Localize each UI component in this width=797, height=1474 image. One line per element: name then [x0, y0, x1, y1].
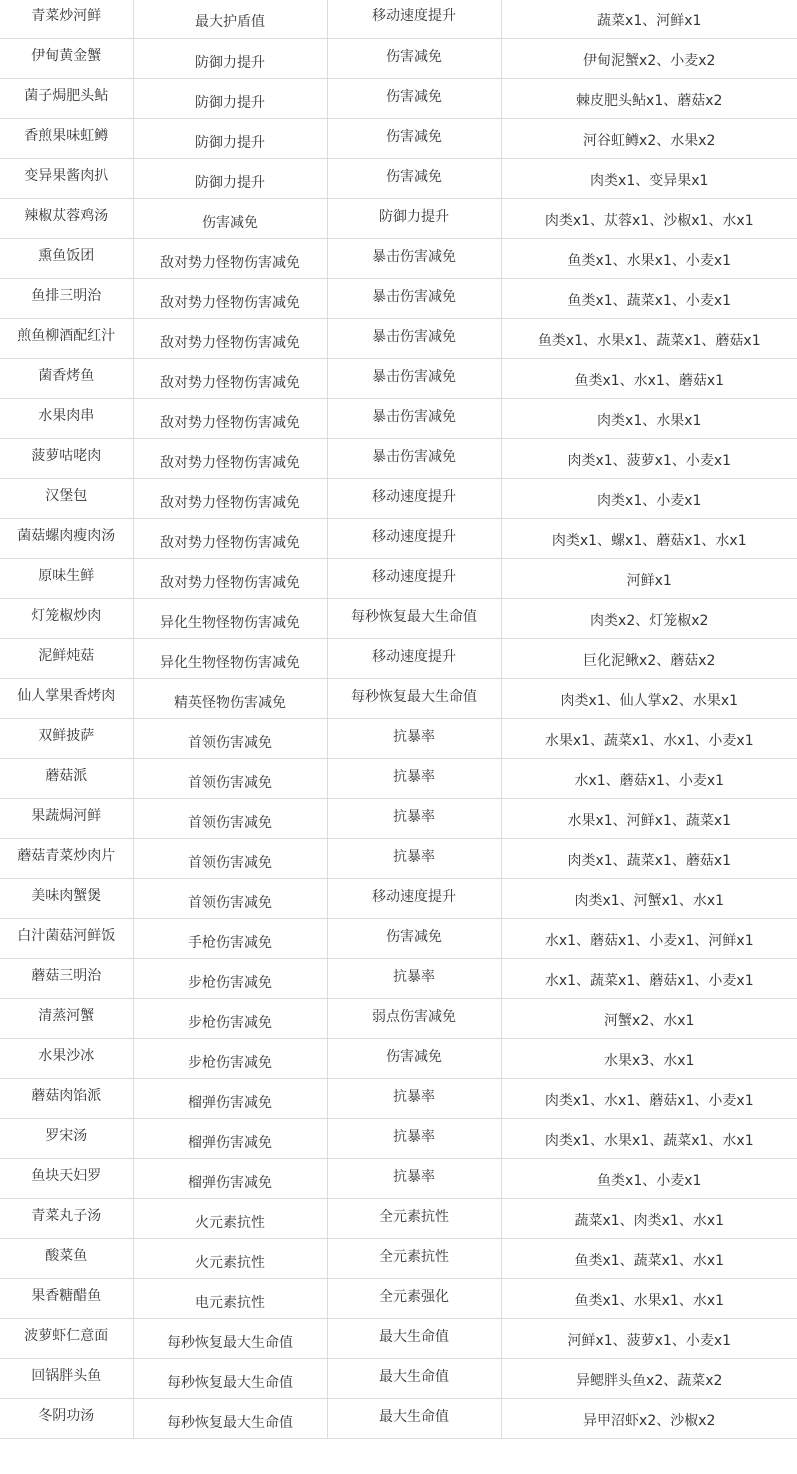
secondary-effect-cell: 暴击伤害减免	[327, 278, 501, 318]
primary-effect-cell: 敌对势力怪物伤害减免	[133, 558, 327, 598]
primary-effect-cell: 敌对势力怪物伤害减免	[133, 438, 327, 478]
ingredients-cell: 异甲沼虾x2、沙椒x2	[501, 1398, 797, 1438]
primary-effect-cell: 火元素抗性	[133, 1238, 327, 1278]
secondary-effect-cell: 暴击伤害减免	[327, 358, 501, 398]
ingredients-cell: 肉类x1、仙人掌x2、水果x1	[501, 678, 797, 718]
dish-name-cell: 罗宋汤	[0, 1118, 133, 1158]
ingredients-cell: 河鲜x1	[501, 558, 797, 598]
table-row	[0, 1398, 797, 1438]
dish-name-cell: 青菜炒河鲜	[0, 0, 133, 38]
table-row	[0, 1118, 797, 1158]
ingredients-cell: 异鳃胖头鱼x2、蔬菜x2	[501, 1358, 797, 1398]
ingredients-cell: 鱼类x1、水果x1、水x1	[501, 1278, 797, 1318]
primary-effect-cell: 防御力提升	[133, 78, 327, 118]
table-row	[0, 718, 797, 758]
dish-name-cell: 灯笼椒炒肉	[0, 598, 133, 638]
dish-name-cell: 仙人掌果香烤肉	[0, 678, 133, 718]
table-row	[0, 118, 797, 158]
table-row	[0, 438, 797, 478]
primary-effect-cell: 电元素抗性	[133, 1278, 327, 1318]
primary-effect-cell: 敌对势力怪物伤害减免	[133, 358, 327, 398]
table-row	[0, 318, 797, 358]
dish-name-cell: 白汁菌菇河鲜饭	[0, 918, 133, 958]
dish-name-cell: 煎鱼柳酒配红汁	[0, 318, 133, 358]
secondary-effect-cell: 移动速度提升	[327, 478, 501, 518]
primary-effect-cell: 步枪伤害减免	[133, 958, 327, 998]
table-row	[0, 278, 797, 318]
dish-name-cell: 鱼排三明治	[0, 278, 133, 318]
dish-name-cell: 鱼块天妇罗	[0, 1158, 133, 1198]
table-row	[0, 358, 797, 398]
table-row	[0, 838, 797, 878]
secondary-effect-cell: 移动速度提升	[327, 878, 501, 918]
ingredients-cell: 河鲜x1、菠萝x1、小麦x1	[501, 1318, 797, 1358]
ingredients-cell: 水果x1、河鲜x1、蔬菜x1	[501, 798, 797, 838]
ingredients-cell: 水x1、蔬菜x1、蘑菇x1、小麦x1	[501, 958, 797, 998]
ingredients-cell: 肉类x1、苁蓉x1、沙椒x1、水x1	[501, 198, 797, 238]
table-row	[0, 398, 797, 438]
primary-effect-cell: 最大护盾值	[133, 0, 327, 38]
primary-effect-cell: 防御力提升	[133, 158, 327, 198]
secondary-effect-cell: 伤害减免	[327, 78, 501, 118]
ingredients-cell: 水果x3、水x1	[501, 1038, 797, 1078]
table-row	[0, 798, 797, 838]
table-row	[0, 478, 797, 518]
ingredients-cell: 鱼类x1、蔬菜x1、水x1	[501, 1238, 797, 1278]
ingredients-cell: 鱼类x1、水x1、蘑菇x1	[501, 358, 797, 398]
primary-effect-cell: 异化生物怪物伤害减免	[133, 598, 327, 638]
ingredients-cell: 肉类x1、水果x1	[501, 398, 797, 438]
ingredients-cell: 鱼类x1、水果x1、小麦x1	[501, 238, 797, 278]
secondary-effect-cell: 每秒恢复最大生命值	[327, 678, 501, 718]
secondary-effect-cell: 伤害减免	[327, 1038, 501, 1078]
primary-effect-cell: 防御力提升	[133, 118, 327, 158]
table-row	[0, 1158, 797, 1198]
secondary-effect-cell: 抗暴率	[327, 838, 501, 878]
dish-name-cell: 菠萝咕咾肉	[0, 438, 133, 478]
table-row	[0, 238, 797, 278]
table-row	[0, 1038, 797, 1078]
table-row	[0, 958, 797, 998]
ingredients-cell: 伊甸泥蟹x2、小麦x2	[501, 38, 797, 78]
primary-effect-cell: 每秒恢复最大生命值	[133, 1358, 327, 1398]
secondary-effect-cell: 移动速度提升	[327, 0, 501, 38]
secondary-effect-cell: 弱点伤害减免	[327, 998, 501, 1038]
ingredients-cell: 肉类x1、蔬菜x1、蘑菇x1	[501, 838, 797, 878]
secondary-effect-cell: 暴击伤害减免	[327, 438, 501, 478]
primary-effect-cell: 敌对势力怪物伤害减免	[133, 478, 327, 518]
ingredients-cell: 水x1、蘑菇x1、小麦x1	[501, 758, 797, 798]
primary-effect-cell: 每秒恢复最大生命值	[133, 1318, 327, 1358]
table-row	[0, 1078, 797, 1118]
table-row	[0, 1238, 797, 1278]
ingredients-cell: 蔬菜x1、肉类x1、水x1	[501, 1198, 797, 1238]
primary-effect-cell: 精英怪物伤害减免	[133, 678, 327, 718]
primary-effect-cell: 敌对势力怪物伤害减免	[133, 238, 327, 278]
ingredients-cell: 肉类x2、灯笼椒x2	[501, 598, 797, 638]
secondary-effect-cell: 抗暴率	[327, 798, 501, 838]
secondary-effect-cell: 移动速度提升	[327, 638, 501, 678]
primary-effect-cell: 首领伤害减免	[133, 878, 327, 918]
table-row	[0, 78, 797, 118]
primary-effect-cell: 步枪伤害减免	[133, 998, 327, 1038]
secondary-effect-cell: 抗暴率	[327, 758, 501, 798]
secondary-effect-cell: 移动速度提升	[327, 518, 501, 558]
dish-name-cell: 冬阴功汤	[0, 1398, 133, 1438]
ingredients-cell: 肉类x1、河蟹x1、水x1	[501, 878, 797, 918]
table-row	[0, 0, 797, 38]
primary-effect-cell: 手枪伤害减免	[133, 918, 327, 958]
primary-effect-cell: 首领伤害减免	[133, 718, 327, 758]
primary-effect-cell: 敌对势力怪物伤害减免	[133, 278, 327, 318]
dish-name-cell: 青菜丸子汤	[0, 1198, 133, 1238]
ingredients-cell: 肉类x1、菠萝x1、小麦x1	[501, 438, 797, 478]
dish-name-cell: 双鲜披萨	[0, 718, 133, 758]
dish-name-cell: 泥鲜炖菇	[0, 638, 133, 678]
secondary-effect-cell: 移动速度提升	[327, 558, 501, 598]
primary-effect-cell: 步枪伤害减免	[133, 1038, 327, 1078]
secondary-effect-cell: 抗暴率	[327, 718, 501, 758]
ingredients-cell: 鱼类x1、蔬菜x1、小麦x1	[501, 278, 797, 318]
primary-effect-cell: 榴弹伤害减免	[133, 1118, 327, 1158]
primary-effect-cell: 异化生物怪物伤害减免	[133, 638, 327, 678]
dish-name-cell: 菌菇螺肉瘦肉汤	[0, 518, 133, 558]
ingredients-cell: 棘皮肥头鲇x1、蘑菇x2	[501, 78, 797, 118]
ingredients-cell: 鱼类x1、小麦x1	[501, 1158, 797, 1198]
dish-name-cell: 原味生鲜	[0, 558, 133, 598]
primary-effect-cell: 防御力提升	[133, 38, 327, 78]
primary-effect-cell: 首领伤害减免	[133, 838, 327, 878]
secondary-effect-cell: 全元素抗性	[327, 1238, 501, 1278]
dish-name-cell: 菌子焗肥头鲇	[0, 78, 133, 118]
ingredients-cell: 水x1、蘑菇x1、小麦x1、河鲜x1	[501, 918, 797, 958]
dish-name-cell: 美味肉蟹煲	[0, 878, 133, 918]
table-row	[0, 1278, 797, 1318]
ingredients-cell: 肉类x1、变异果x1	[501, 158, 797, 198]
ingredients-cell: 蔬菜x1、河鲜x1	[501, 0, 797, 38]
dish-name-cell: 波萝虾仁意面	[0, 1318, 133, 1358]
table-row	[0, 998, 797, 1038]
table-row	[0, 638, 797, 678]
table-row	[0, 558, 797, 598]
ingredients-cell: 鱼类x1、水果x1、蔬菜x1、蘑菇x1	[501, 318, 797, 358]
secondary-effect-cell: 防御力提升	[327, 198, 501, 238]
dish-name-cell: 蘑菇三明治	[0, 958, 133, 998]
ingredients-cell: 肉类x1、小麦x1	[501, 478, 797, 518]
dish-name-cell: 伊甸黄金蟹	[0, 38, 133, 78]
dish-name-cell: 回锅胖头鱼	[0, 1358, 133, 1398]
primary-effect-cell: 首领伤害减免	[133, 798, 327, 838]
table-row	[0, 198, 797, 238]
dish-name-cell: 辣椒苁蓉鸡汤	[0, 198, 133, 238]
secondary-effect-cell: 每秒恢复最大生命值	[327, 598, 501, 638]
primary-effect-cell: 火元素抗性	[133, 1198, 327, 1238]
table-row	[0, 1198, 797, 1238]
ingredients-cell: 肉类x1、螺x1、蘑菇x1、水x1	[501, 518, 797, 558]
dish-name-cell: 蘑菇青菜炒肉片	[0, 838, 133, 878]
ingredients-cell: 水果x1、蔬菜x1、水x1、小麦x1	[501, 718, 797, 758]
dish-name-cell: 汉堡包	[0, 478, 133, 518]
secondary-effect-cell: 伤害减免	[327, 918, 501, 958]
dish-name-cell: 酸菜鱼	[0, 1238, 133, 1278]
primary-effect-cell: 伤害减免	[133, 198, 327, 238]
dish-name-cell: 果蔬焗河鲜	[0, 798, 133, 838]
table-row	[0, 1318, 797, 1358]
dish-name-cell: 蘑菇派	[0, 758, 133, 798]
secondary-effect-cell: 全元素强化	[327, 1278, 501, 1318]
dish-name-cell: 水果肉串	[0, 398, 133, 438]
secondary-effect-cell: 伤害减免	[327, 158, 501, 198]
dish-name-cell: 菌香烤鱼	[0, 358, 133, 398]
table-row	[0, 678, 797, 718]
secondary-effect-cell: 抗暴率	[327, 958, 501, 998]
secondary-effect-cell: 最大生命值	[327, 1318, 501, 1358]
dish-name-cell: 水果沙冰	[0, 1038, 133, 1078]
table-row	[0, 518, 797, 558]
secondary-effect-cell: 伤害减免	[327, 118, 501, 158]
table-row	[0, 598, 797, 638]
table-row	[0, 38, 797, 78]
table-row	[0, 918, 797, 958]
dish-name-cell: 变异果酱肉扒	[0, 158, 133, 198]
secondary-effect-cell: 全元素抗性	[327, 1198, 501, 1238]
secondary-effect-cell: 暴击伤害减免	[327, 238, 501, 278]
secondary-effect-cell: 伤害减免	[327, 38, 501, 78]
primary-effect-cell: 首领伤害减免	[133, 758, 327, 798]
ingredients-cell: 巨化泥鳅x2、蘑菇x2	[501, 638, 797, 678]
table-row	[0, 758, 797, 798]
secondary-effect-cell: 抗暴率	[327, 1078, 501, 1118]
primary-effect-cell: 榴弹伤害减免	[133, 1078, 327, 1118]
dish-name-cell: 香煎果味虹鳟	[0, 118, 133, 158]
ingredients-cell: 河蟹x2、水x1	[501, 998, 797, 1038]
dish-name-cell: 果香糖醋鱼	[0, 1278, 133, 1318]
ingredients-cell: 肉类x1、水x1、蘑菇x1、小麦x1	[501, 1078, 797, 1118]
dish-name-cell: 蘑菇肉馅派	[0, 1078, 133, 1118]
dish-name-cell: 熏鱼饭团	[0, 238, 133, 278]
table-row	[0, 878, 797, 918]
table-row	[0, 1358, 797, 1398]
ingredients-cell: 肉类x1、水果x1、蔬菜x1、水x1	[501, 1118, 797, 1158]
secondary-effect-cell: 暴击伤害减免	[327, 398, 501, 438]
secondary-effect-cell: 最大生命值	[327, 1358, 501, 1398]
secondary-effect-cell: 抗暴率	[327, 1118, 501, 1158]
secondary-effect-cell: 抗暴率	[327, 1158, 501, 1198]
primary-effect-cell: 榴弹伤害减免	[133, 1158, 327, 1198]
primary-effect-cell: 每秒恢复最大生命值	[133, 1398, 327, 1438]
secondary-effect-cell: 最大生命值	[327, 1398, 501, 1438]
dish-name-cell: 清蒸河蟹	[0, 998, 133, 1038]
table-row	[0, 158, 797, 198]
ingredients-cell: 河谷虹鳟x2、水果x2	[501, 118, 797, 158]
secondary-effect-cell: 暴击伤害减免	[327, 318, 501, 358]
primary-effect-cell: 敌对势力怪物伤害减免	[133, 518, 327, 558]
primary-effect-cell: 敌对势力怪物伤害减免	[133, 398, 327, 438]
primary-effect-cell: 敌对势力怪物伤害减免	[133, 318, 327, 358]
